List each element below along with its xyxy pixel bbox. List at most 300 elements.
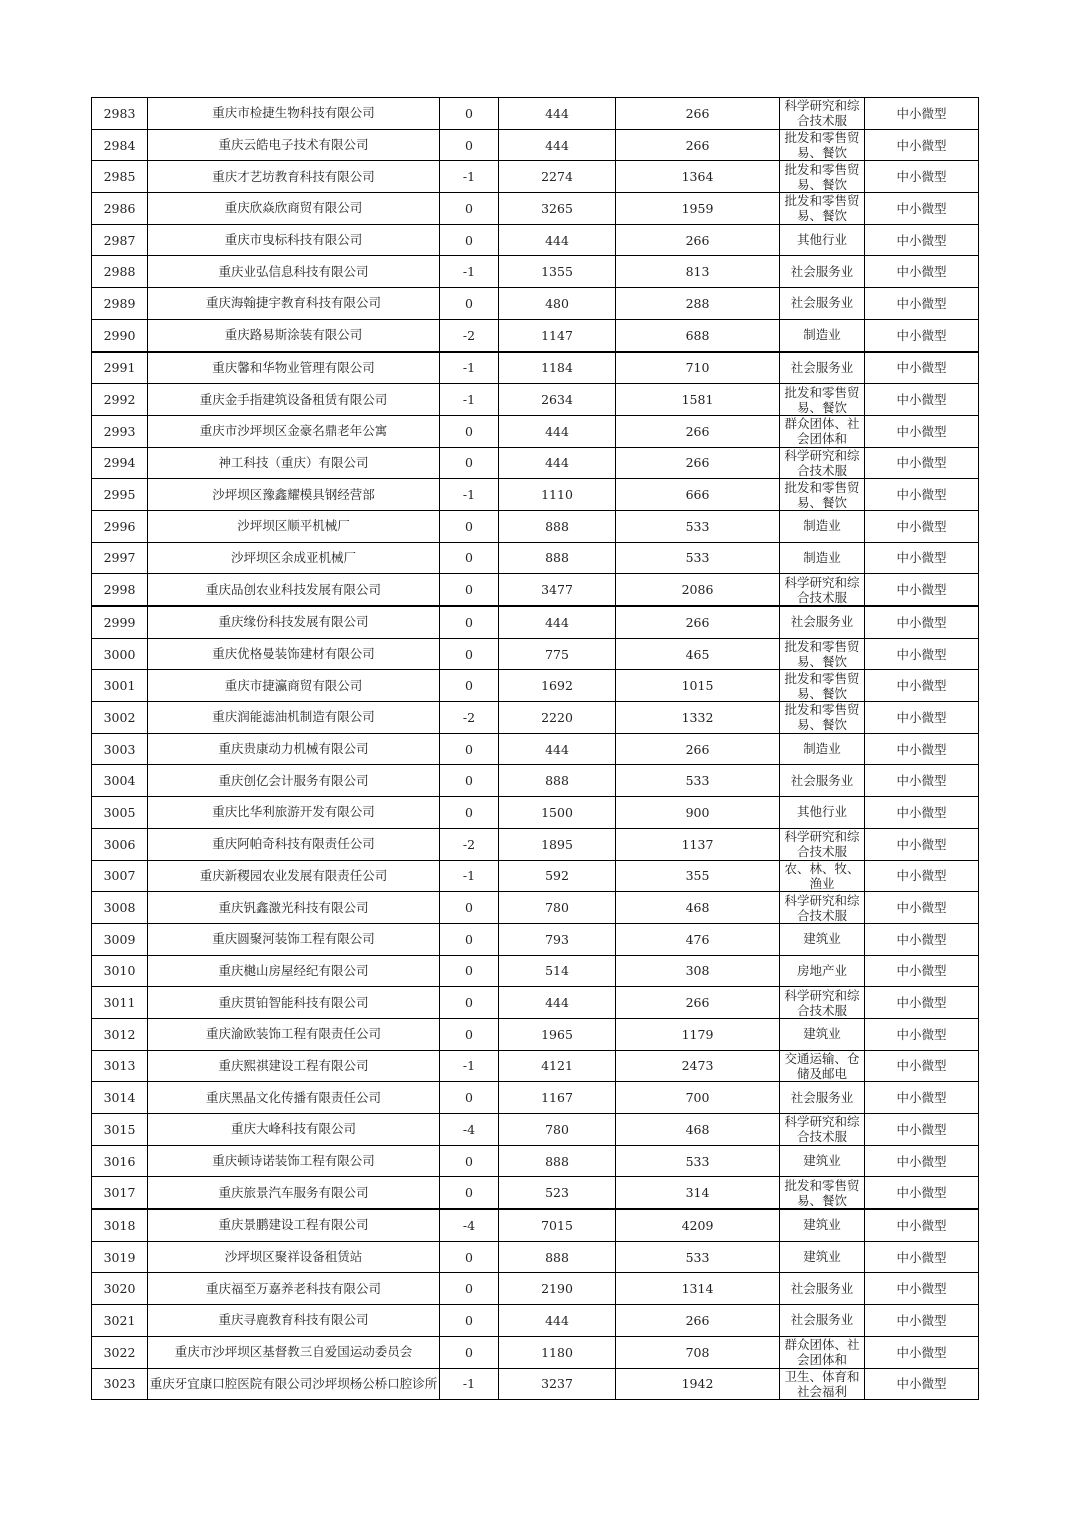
amount-a: 523 <box>499 1177 616 1209</box>
industry-text: 批发和零售贸易、餐饮 <box>784 161 860 192</box>
amount-b: 266 <box>616 224 780 256</box>
industry <box>780 1145 865 1177</box>
amount-a: 444 <box>499 98 616 130</box>
company-name <box>148 193 440 225</box>
table-row <box>92 702 979 734</box>
company-name-text: 重庆大峰科技有限公司 <box>230 1121 356 1137</box>
amount-a: 1355 <box>499 256 616 288</box>
amount-a: 444 <box>499 224 616 256</box>
company-name-text: 重庆新稷园农业发展有限责任公司 <box>199 867 388 883</box>
table-row <box>92 1336 979 1368</box>
amount-a: 514 <box>499 955 616 987</box>
industry <box>780 161 865 193</box>
amount-a: 444 <box>499 987 616 1019</box>
row-number: 3010 <box>92 955 148 987</box>
company-name <box>148 923 440 955</box>
amount-a: 3265 <box>499 193 616 225</box>
amount-b: 1015 <box>616 670 780 702</box>
industry <box>780 702 865 734</box>
enterprise-type: 中小微型 <box>865 1209 979 1241</box>
enterprise-type: 中小微型 <box>865 733 979 765</box>
industry <box>780 765 865 797</box>
company-name-text: 重庆寻鹿教育科技有限公司 <box>218 1312 369 1328</box>
industry-text: 科学研究和综合技术服 <box>784 447 860 478</box>
amount-a: 888 <box>499 510 616 542</box>
enterprise-type: 中小微型 <box>865 224 979 256</box>
company-name-text: 沙坪坝区豫鑫耀模具钢经营部 <box>212 486 375 502</box>
amount-b: 266 <box>616 987 780 1019</box>
amount-a: 1500 <box>499 797 616 829</box>
amount-a: 1965 <box>499 1018 616 1050</box>
company-name <box>148 288 440 320</box>
enterprise-type: 中小微型 <box>865 1368 979 1400</box>
amount-a: 2190 <box>499 1273 616 1305</box>
company-name-text: 重庆市曳标科技有限公司 <box>224 232 363 248</box>
industry-text: 社会服务业 <box>790 359 854 375</box>
amount-a: 7015 <box>499 1209 616 1241</box>
amount-a: 888 <box>499 1145 616 1177</box>
change-value: 0 <box>440 542 499 574</box>
amount-a: 444 <box>499 129 616 161</box>
industry <box>780 638 865 670</box>
company-name <box>148 415 440 447</box>
row-number: 3014 <box>92 1082 148 1114</box>
amount-b: 1942 <box>616 1368 780 1400</box>
amount-a: 592 <box>499 860 616 892</box>
amount-b: 266 <box>616 98 780 130</box>
enterprise-type: 中小微型 <box>865 923 979 955</box>
enterprise-type: 中小微型 <box>865 415 979 447</box>
company-name-text: 重庆馨和华物业管理有限公司 <box>212 359 375 375</box>
industry-text: 批发和零售贸易、餐饮 <box>784 479 860 510</box>
table-row <box>92 224 979 256</box>
company-name <box>148 574 440 606</box>
industry <box>780 955 865 987</box>
change-value: 0 <box>440 574 499 606</box>
industry-text: 其他行业 <box>796 804 847 820</box>
data-table <box>91 97 979 1400</box>
row-number: 3011 <box>92 987 148 1019</box>
change-value: -1 <box>440 256 499 288</box>
enterprise-type: 中小微型 <box>865 1241 979 1273</box>
change-value: 0 <box>440 987 499 1019</box>
company-name <box>148 129 440 161</box>
row-number: 2991 <box>92 352 148 384</box>
industry-text: 社会服务业 <box>790 1089 854 1105</box>
company-name-text: 重庆市沙坪坝区金豪名鼎老年公寓 <box>199 423 388 439</box>
enterprise-type: 中小微型 <box>865 352 979 384</box>
company-name <box>148 161 440 193</box>
change-value: -2 <box>440 828 499 860</box>
amount-a: 1692 <box>499 670 616 702</box>
company-name-text: 重庆牙宜康口腔医院有限公司沙坪坝杨公桥口腔诊所 <box>149 1375 438 1391</box>
company-name <box>148 765 440 797</box>
amount-b: 708 <box>616 1336 780 1368</box>
amount-b: 900 <box>616 797 780 829</box>
table-row <box>92 510 979 542</box>
table-row <box>92 923 979 955</box>
change-value: 0 <box>440 129 499 161</box>
company-name <box>148 98 440 130</box>
change-value: -2 <box>440 702 499 734</box>
industry-text: 卫生、体育和社会福利 <box>784 1368 860 1399</box>
industry-text: 社会服务业 <box>790 295 854 311</box>
industry <box>780 193 865 225</box>
change-value: 0 <box>440 224 499 256</box>
amount-a: 444 <box>499 1305 616 1337</box>
company-name <box>148 733 440 765</box>
company-name <box>148 319 440 351</box>
table-row <box>92 288 979 320</box>
change-value: 0 <box>440 923 499 955</box>
table-row <box>92 1145 979 1177</box>
amount-b: 465 <box>616 638 780 670</box>
row-number: 3023 <box>92 1368 148 1400</box>
amount-b: 710 <box>616 352 780 384</box>
enterprise-type: 中小微型 <box>865 1018 979 1050</box>
change-value: -1 <box>440 1050 499 1082</box>
industry <box>780 256 865 288</box>
industry-text: 制造业 <box>803 549 841 565</box>
change-value: 0 <box>440 765 499 797</box>
row-number: 3020 <box>92 1273 148 1305</box>
table-row <box>92 479 979 511</box>
amount-a: 1147 <box>499 319 616 351</box>
amount-b: 1179 <box>616 1018 780 1050</box>
company-name-text: 重庆比华利旅游开发有限公司 <box>212 804 375 820</box>
row-number: 2989 <box>92 288 148 320</box>
industry <box>780 288 865 320</box>
industry <box>780 319 865 351</box>
company-name <box>148 1368 440 1400</box>
row-number: 3000 <box>92 638 148 670</box>
amount-a: 444 <box>499 733 616 765</box>
enterprise-type: 中小微型 <box>865 765 979 797</box>
row-number: 3012 <box>92 1018 148 1050</box>
industry <box>780 129 865 161</box>
industry-text: 科学研究和综合技术服 <box>784 1114 860 1145</box>
enterprise-type: 中小微型 <box>865 892 979 924</box>
enterprise-type: 中小微型 <box>865 384 979 416</box>
table-row <box>92 733 979 765</box>
enterprise-type: 中小微型 <box>865 1336 979 1368</box>
table-row <box>92 797 979 829</box>
industry <box>780 1082 865 1114</box>
amount-b: 666 <box>616 479 780 511</box>
table-row <box>92 447 979 479</box>
amount-b: 308 <box>616 955 780 987</box>
industry-text: 批发和零售贸易、餐饮 <box>784 670 860 701</box>
company-name <box>148 1209 440 1241</box>
change-value: 0 <box>440 1082 499 1114</box>
industry-text: 建筑业 <box>803 1217 841 1233</box>
industry-text: 科学研究和综合技术服 <box>784 829 860 860</box>
industry <box>780 923 865 955</box>
change-value: 0 <box>440 733 499 765</box>
change-value: -1 <box>440 161 499 193</box>
row-number: 3003 <box>92 733 148 765</box>
industry <box>780 542 865 574</box>
company-name-text: 重庆海翰捷宇教育科技有限公司 <box>205 295 381 311</box>
change-value: -1 <box>440 860 499 892</box>
industry <box>780 510 865 542</box>
amount-b: 2086 <box>616 574 780 606</box>
company-name <box>148 1273 440 1305</box>
industry-text: 房地产业 <box>796 962 847 978</box>
industry-text: 群众团体、社会团体和 <box>784 1337 860 1368</box>
amount-b: 533 <box>616 542 780 574</box>
table-row <box>92 542 979 574</box>
change-value: 0 <box>440 638 499 670</box>
company-name <box>148 256 440 288</box>
amount-a: 2220 <box>499 702 616 734</box>
company-name-text: 重庆才艺坊教育科技有限公司 <box>212 168 375 184</box>
change-value: 0 <box>440 1241 499 1273</box>
company-name-text: 重庆欣焱欣商贸有限公司 <box>224 200 363 216</box>
enterprise-type: 中小微型 <box>865 193 979 225</box>
amount-a: 780 <box>499 1114 616 1146</box>
enterprise-type: 中小微型 <box>865 1273 979 1305</box>
enterprise-type: 中小微型 <box>865 828 979 860</box>
industry <box>780 606 865 638</box>
row-number: 3006 <box>92 828 148 860</box>
enterprise-type: 中小微型 <box>865 606 979 638</box>
enterprise-type: 中小微型 <box>865 479 979 511</box>
company-name-text: 重庆路易斯涂装有限公司 <box>224 327 363 343</box>
enterprise-type: 中小微型 <box>865 860 979 892</box>
company-name <box>148 797 440 829</box>
enterprise-type: 中小微型 <box>865 129 979 161</box>
table-row <box>92 670 979 702</box>
change-value: 0 <box>440 797 499 829</box>
industry <box>780 860 865 892</box>
change-value: -1 <box>440 352 499 384</box>
change-value: 0 <box>440 1177 499 1209</box>
change-value: 0 <box>440 1018 499 1050</box>
amount-b: 533 <box>616 1241 780 1273</box>
company-name <box>148 1114 440 1146</box>
amount-b: 288 <box>616 288 780 320</box>
company-name <box>148 860 440 892</box>
amount-b: 266 <box>616 606 780 638</box>
industry-text: 建筑业 <box>803 1249 841 1265</box>
company-name <box>148 1241 440 1273</box>
amount-a: 2274 <box>499 161 616 193</box>
enterprise-type: 中小微型 <box>865 1114 979 1146</box>
company-name-text: 重庆钒鑫激光科技有限公司 <box>218 899 369 915</box>
industry <box>780 1114 865 1146</box>
enterprise-type: 中小微型 <box>865 510 979 542</box>
change-value: 0 <box>440 193 499 225</box>
industry-text: 社会服务业 <box>790 614 854 630</box>
industry-text: 社会服务业 <box>790 772 854 788</box>
amount-b: 688 <box>616 319 780 351</box>
industry <box>780 479 865 511</box>
enterprise-type: 中小微型 <box>865 288 979 320</box>
industry <box>780 670 865 702</box>
enterprise-type: 中小微型 <box>865 702 979 734</box>
amount-a: 780 <box>499 892 616 924</box>
industry-text: 科学研究和综合技术服 <box>784 987 860 1018</box>
industry-text: 交通运输、仓储及邮电 <box>784 1050 860 1081</box>
enterprise-type: 中小微型 <box>865 319 979 351</box>
amount-b: 476 <box>616 923 780 955</box>
company-name <box>148 542 440 574</box>
industry <box>780 98 865 130</box>
row-number: 3002 <box>92 702 148 734</box>
row-number: 2994 <box>92 447 148 479</box>
industry-text: 批发和零售贸易、餐饮 <box>784 193 860 224</box>
industry-text: 制造业 <box>803 518 841 534</box>
amount-a: 3477 <box>499 574 616 606</box>
table-row <box>92 860 979 892</box>
company-name <box>148 1305 440 1337</box>
row-number: 3007 <box>92 860 148 892</box>
company-name-text: 重庆景鹏建设工程有限公司 <box>218 1217 369 1233</box>
amount-a: 2634 <box>499 384 616 416</box>
amount-b: 700 <box>616 1082 780 1114</box>
amount-a: 3237 <box>499 1368 616 1400</box>
amount-a: 4121 <box>499 1050 616 1082</box>
amount-a: 444 <box>499 447 616 479</box>
company-name-text: 沙坪坝区聚祥设备租赁站 <box>224 1249 363 1265</box>
amount-b: 468 <box>616 1114 780 1146</box>
table-row <box>92 1050 979 1082</box>
row-number: 3004 <box>92 765 148 797</box>
company-name <box>148 1082 440 1114</box>
row-number: 2988 <box>92 256 148 288</box>
table-row <box>92 1241 979 1273</box>
enterprise-type: 中小微型 <box>865 670 979 702</box>
amount-b: 1137 <box>616 828 780 860</box>
table-row <box>92 987 979 1019</box>
industry-text: 社会服务业 <box>790 263 854 279</box>
row-number: 3013 <box>92 1050 148 1082</box>
change-value: 0 <box>440 415 499 447</box>
amount-a: 888 <box>499 542 616 574</box>
company-name-text: 重庆金手指建筑设备租赁有限公司 <box>199 391 388 407</box>
row-number: 2997 <box>92 542 148 574</box>
amount-b: 1332 <box>616 702 780 734</box>
change-value: 0 <box>440 1273 499 1305</box>
table-row <box>92 1368 979 1400</box>
enterprise-type: 中小微型 <box>865 1305 979 1337</box>
row-number: 2998 <box>92 574 148 606</box>
row-number: 3016 <box>92 1145 148 1177</box>
change-value: -4 <box>440 1114 499 1146</box>
table-row <box>92 1114 979 1146</box>
change-value: 0 <box>440 606 499 638</box>
amount-a: 444 <box>499 606 616 638</box>
table-row <box>92 1082 979 1114</box>
enterprise-table <box>91 97 971 1400</box>
industry-text: 批发和零售贸易、餐饮 <box>784 702 860 733</box>
amount-b: 266 <box>616 733 780 765</box>
industry <box>780 574 865 606</box>
enterprise-type: 中小微型 <box>865 955 979 987</box>
company-name <box>148 987 440 1019</box>
change-value: 0 <box>440 288 499 320</box>
table-row <box>92 384 979 416</box>
change-value: 0 <box>440 1145 499 1177</box>
row-number: 3001 <box>92 670 148 702</box>
company-name-text: 重庆润能滤油机制造有限公司 <box>212 709 375 725</box>
table-row <box>92 352 979 384</box>
row-number: 2999 <box>92 606 148 638</box>
company-name <box>148 638 440 670</box>
industry <box>780 1305 865 1337</box>
change-value: -1 <box>440 479 499 511</box>
industry <box>780 1368 865 1400</box>
company-name <box>148 1050 440 1082</box>
company-name-text: 重庆品创农业科技发展有限公司 <box>205 581 381 597</box>
amount-b: 266 <box>616 415 780 447</box>
company-name-text: 重庆缘份科技发展有限公司 <box>218 614 369 630</box>
change-value: 0 <box>440 670 499 702</box>
amount-a: 793 <box>499 923 616 955</box>
company-name-text: 重庆贵康动力机械有限公司 <box>218 741 369 757</box>
industry <box>780 1209 865 1241</box>
company-name <box>148 955 440 987</box>
industry-text: 科学研究和综合技术服 <box>784 892 860 923</box>
enterprise-type: 中小微型 <box>865 1145 979 1177</box>
industry <box>780 224 865 256</box>
company-name-text: 重庆云皓电子技术有限公司 <box>218 137 369 153</box>
table-row <box>92 256 979 288</box>
company-name-text: 重庆市捷瀛商贸有限公司 <box>224 677 363 693</box>
amount-a: 888 <box>499 1241 616 1273</box>
row-number: 2987 <box>92 224 148 256</box>
industry-text: 其他行业 <box>796 232 847 248</box>
industry-text: 社会服务业 <box>790 1280 854 1296</box>
industry-text: 批发和零售贸易、餐饮 <box>784 130 860 161</box>
company-name-text: 重庆创亿会计服务有限公司 <box>218 772 369 788</box>
row-number: 2985 <box>92 161 148 193</box>
enterprise-type: 中小微型 <box>865 1082 979 1114</box>
amount-b: 2473 <box>616 1050 780 1082</box>
row-number: 3015 <box>92 1114 148 1146</box>
industry <box>780 1050 865 1082</box>
amount-a: 1110 <box>499 479 616 511</box>
amount-a: 1184 <box>499 352 616 384</box>
industry-text: 制造业 <box>803 741 841 757</box>
company-name <box>148 479 440 511</box>
industry <box>780 1273 865 1305</box>
row-number: 3021 <box>92 1305 148 1337</box>
company-name-text: 重庆业弘信息科技有限公司 <box>218 263 369 279</box>
row-number: 2996 <box>92 510 148 542</box>
table-row <box>92 955 979 987</box>
row-number: 3008 <box>92 892 148 924</box>
row-number: 3019 <box>92 1241 148 1273</box>
enterprise-type: 中小微型 <box>865 447 979 479</box>
table-row <box>92 574 979 606</box>
amount-b: 813 <box>616 256 780 288</box>
row-number: 2983 <box>92 98 148 130</box>
amount-b: 1959 <box>616 193 780 225</box>
industry-text: 批发和零售贸易、餐饮 <box>784 384 860 415</box>
industry <box>780 384 865 416</box>
industry <box>780 797 865 829</box>
amount-b: 314 <box>616 1177 780 1209</box>
change-value: -2 <box>440 319 499 351</box>
company-name <box>148 606 440 638</box>
row-number: 2990 <box>92 319 148 351</box>
company-name <box>148 828 440 860</box>
company-name-text: 重庆贯铂智能科技有限公司 <box>218 994 369 1010</box>
company-name <box>148 702 440 734</box>
industry <box>780 987 865 1019</box>
